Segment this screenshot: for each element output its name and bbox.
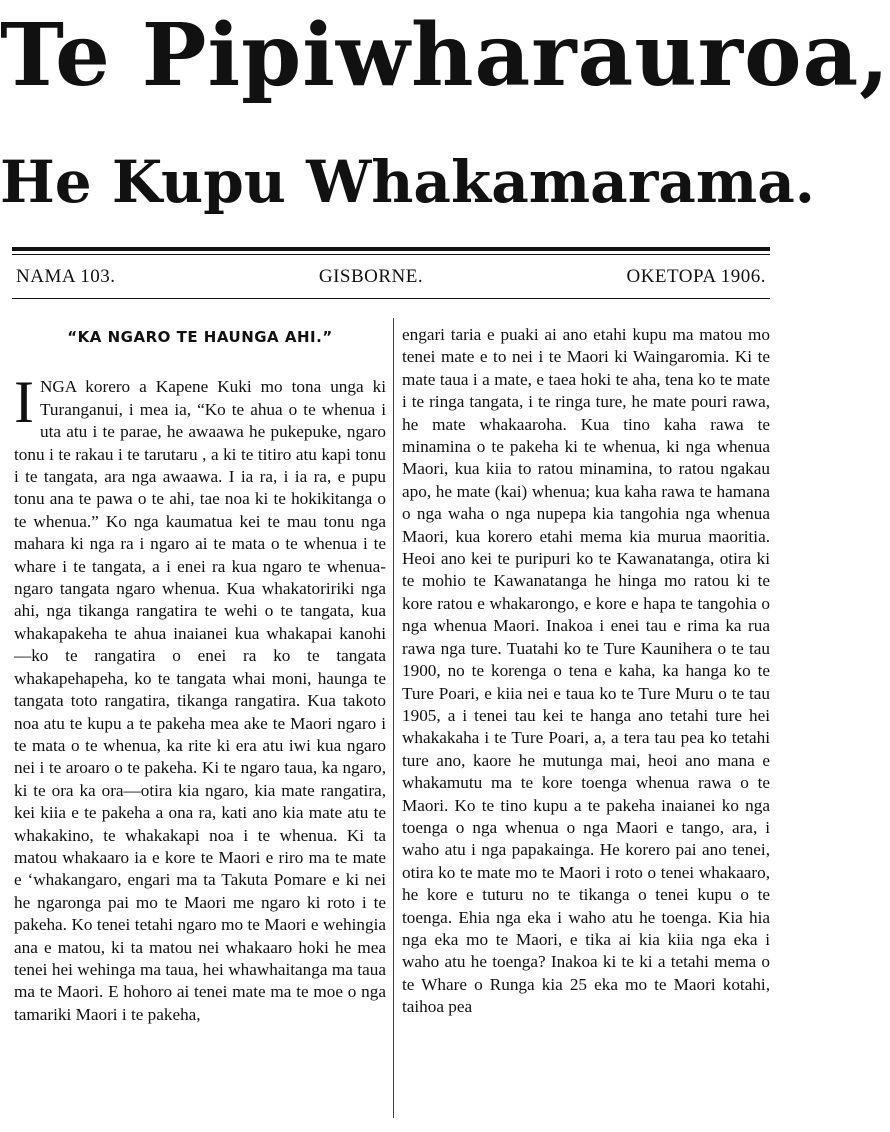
column-divider [393,318,394,1118]
drop-cap: I [14,369,34,436]
issue-bar [16,262,766,292]
article-headline: “KA NGARO TE HAUNGA AHI.” [67,328,333,346]
masthead [0,0,890,245]
newspaper-subtitle: He Kupu Whakamarama. [0,148,816,216]
newspaper-title: Te Pipiwharauroa, [0,5,890,106]
issue-place: GISBORNE. [318,266,424,287]
issue-number: NAMA 103. [16,266,116,287]
issue-date: OKETOPA 1906. [626,266,766,287]
article-body-left [14,369,386,1026]
article-text-right: engari taria e puaki ai ano etahi kupu ma matou mo tenei mate e to nei i te Maori ki Waingaromia. Ki te mate taua i a mate, e taea hoki te aha, tena ko te mate i te ringa tangata, i te ringa ture, he mate pouri rawa, he mate whakaaroha. Kua tino kaha rawa te minamina o te pakeha ki te whenua, ki nga whenua Maori, kua kiia to ratou minamina, to ratou ngakau apo, he mate (kai) whenua; kua kaha rawa te hamana o nga waha o nga nupepa kia tangohia nga whenua Maori, kua korero etahi mema kia murua maoritia. Heoi ano kei te puripuri ko te Kawanatanga, otira ki te mohio te Kawanatanga he hinga mo ratou ki te kore ratou e whakarongo, e kore e hapa te tangohia o nga whenua Maori. Inakoa i enei tau e rima ka rua rawa nga ture. Tuatahi ko te Ture Kaunihera o te tau 1900, no te korenga o tena e kaha, ka hanga ko te Ture Poari, e kiia nei e taua ko te Ture Muru o te tau 1905, a i tenei tau kei te hanga ano tetahi ture hei whakakaha i te Ture Poari, a, a tera tau pea ko tetahi ture ano, kaore he mutunga mai, heoi ano mana e whakamutu ma te kore toenga whenua rawa o te Maori. Ko te tino kupu a te pakeha inaianei ko nga toenga o nga whenua o nga Maori e tango, ara, i waho atu i nga papakainga. He korero pai ano tenei, otira ko te mate mo te Maori i roto o tenei whakaaro, he kore e tuturu no te tikanga o tenei kupu o te toenga. Ehia nga eka i waho atu he toenga. Kia hia nga eka mo te Maori, e tika ai kia kiia nga eka i waho atu he toenga? Inakoa ki te ki a tetahi mema o te Whare o Runga kia 25 eka mo te Maori kotahi, taihoa pea [402,325,770,1017]
article-column-left [14,318,386,1026]
article-column-right [402,324,770,1019]
article-text-left: NGA korero a Kapene Kuki mo tona unga ki Turanganui, i mea ia, “Ko te ahua o te whenua i uta atu i te parae, he awaawa he pukepuke, ngaro tonu i te rakau i te tarutaru , a ki te titiro atu kapi tonu i te tangata, ara nga awaawa. I ia ra, i ia ra, e pupu tonu ana te pawa o te ahi, tae noa ki te hokikitanga o te whenua.” Ko nga kaumatua kei te mau tonu nga mahara ki nga ra i ngaro ai te mata o te whenua i te whare i te tangata, a i enei ra kua ngaro te whenua-ngaro tangata ngaro whenua. Kua whakatoririki nga ahi, nga tikanga rangatira te wehi o te tangata, kua whakapakeha te ahua inaianei kua whakapai kanohi—ko te rangatira o enei ra ko te tangata whakapehapeha, ko te tangata whai moni, haunga te tangata toto rangatira, tikanga rangatira. Kua takoto noa atu te kupu a te pakeha mea ake te Maori ngaro i te mata o te whenua, ka rite ki era atu iwi kua ngaro nei i te aroaro o te pakeha. Ki te ngaro taua, ka ngaro, ki te ora ka ora—otira kia ngaro, kia mate rangatira, kei kiia e te pakeha a ona ra, kati ano kia mate atu te whakakino, te whakakapi noa i te whenua. Ki ta matou whakaaro ia e kore te Maori e riro ma te mate e ‘whakangaro, engari ma ta Takuta Pomare e ki nei he ngaronga pai mo te Maori me ngaro ki roto i te pakeha. Ko tenei tetahi ngaro mo te Maori e wehingia ana e matou, ki ta matou nei whakaaro hoki he mea tenei hei wehinga ma taua, hei whawhaitanga ma taua ma te Maori. E hohoro ai tenei mate ma te moe o nga tamariki Maori i te pakeha, [14,377,386,1024]
issue-bar-rule [12,298,770,299]
masthead-rule-thin [12,254,770,255]
masthead-rule-thick [12,247,770,251]
